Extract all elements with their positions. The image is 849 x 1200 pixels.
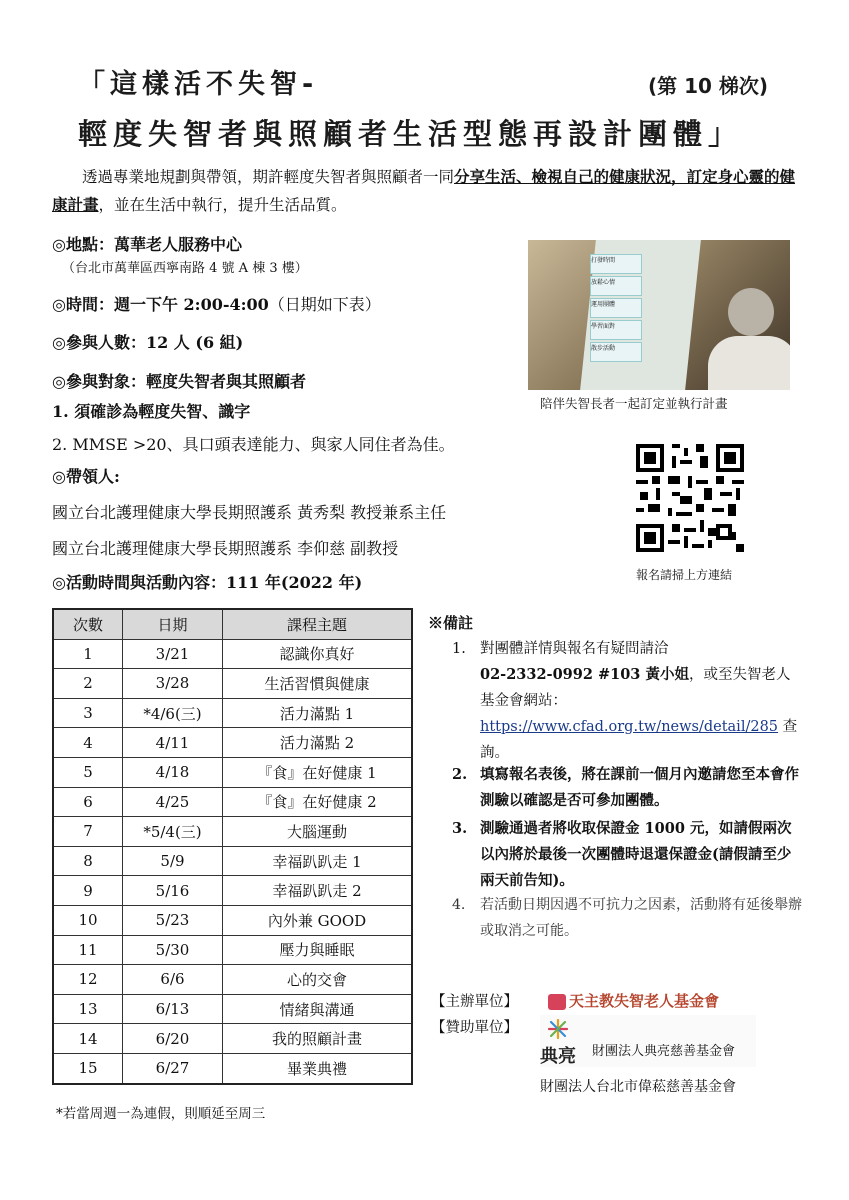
remark-number: 3. [452, 820, 468, 837]
table-row [53, 994, 412, 1024]
date-cell: 6/13 [123, 994, 223, 1024]
topic-cell: 幸福趴趴走 2 [223, 876, 413, 906]
session-cell: 8 [53, 846, 123, 876]
host-org [548, 990, 719, 1011]
session-cell: 3 [53, 698, 123, 728]
remark-number: 1. [452, 641, 466, 657]
date-cell: 4/25 [123, 787, 223, 817]
date-cell: *5/4(三) [123, 817, 223, 847]
qr-code-icon[interactable] [636, 444, 744, 552]
topic-cell: 畢業典禮 [223, 1053, 413, 1083]
title-line-2: 輕度失智者與照顧者生活型態再設計團體」 [78, 117, 744, 151]
sponsor-label: 【贊助單位】 [431, 1020, 518, 1036]
host-name: 天主教失智老人基金會 [569, 992, 720, 1010]
table-row [53, 669, 412, 699]
table-row [53, 905, 412, 935]
header-session: 次數 [53, 609, 123, 639]
table-row [53, 876, 412, 906]
table-row [53, 965, 412, 995]
table-row [53, 935, 412, 965]
date-cell: 6/20 [123, 1024, 223, 1054]
date-cell: 3/28 [123, 669, 223, 699]
time-note: （日期如下表） [268, 295, 381, 314]
sponsor-1: 財團法人典亮慈善基金會 [592, 1044, 736, 1059]
address: （台北市萬華區西寧南路 4 號 A 棟 3 樓） [62, 261, 308, 276]
sponsor-2: 財團法人台北市偉菘慈善基金會 [540, 1079, 736, 1095]
date-cell: 5/30 [123, 935, 223, 965]
session-cell: 5 [53, 757, 123, 787]
session-cell: 11 [53, 935, 123, 965]
session-cell: 1 [53, 639, 123, 669]
remark-1 [452, 636, 802, 766]
remark-number: 4. [452, 897, 466, 913]
topic-cell: 情緒與溝通 [223, 994, 413, 1024]
host-logo-icon [548, 994, 566, 1010]
table-row [53, 846, 412, 876]
time-label: ◎時間：週一下午 2:00-4:00 [52, 295, 269, 314]
intro-highlight: 分享生活、檢視自己的健康狀況，訂定身心靈的健康計畫 [52, 167, 796, 214]
topic-cell: 我的照顧計畫 [223, 1024, 413, 1054]
remark-number: 2. [452, 766, 468, 783]
topic-cell: 活力滿點 2 [223, 728, 413, 758]
intro-text-1: 透過專業地規劃與帶領，期許輕度失智者與照顧者一同 [82, 168, 455, 186]
table-header-row [53, 609, 412, 639]
location: ◎地點：萬華老人服務中心 [52, 235, 242, 254]
date-cell: 3/21 [123, 639, 223, 669]
leader-1: 國立台北護理健康大學長期照護系 黃秀梨 教授兼系主任 [52, 503, 447, 522]
topic-cell: 大腦運動 [223, 817, 413, 847]
table-row [53, 639, 412, 669]
date-cell: 6/27 [123, 1053, 223, 1083]
remark-2 [452, 762, 802, 814]
intro-text-2: ，並在生活中執行，提升生活品質。 [98, 196, 347, 214]
date-cell: *4/6(三) [123, 698, 223, 728]
table-row [53, 757, 412, 787]
session-cell: 12 [53, 965, 123, 995]
table-note: *若當周週一為連假，則順延至周三 [56, 1106, 266, 1122]
topic-cell: 『食』在好健康 2 [223, 787, 413, 817]
photo-card: 學習面對 [590, 320, 642, 340]
header-date: 日期 [123, 609, 223, 639]
table-row [53, 1053, 412, 1083]
topic-cell: 生活習慣與健康 [223, 669, 413, 699]
time [52, 292, 381, 315]
photo-card: 放鬆心情 [590, 276, 642, 296]
remark-1-text: 對團體詳情與報名有疑問請洽 [480, 641, 669, 657]
date-cell: 6/6 [123, 965, 223, 995]
target: ◎參與對象：輕度失智者與其照顧者 [52, 372, 306, 391]
remark-3-text: 測驗通過者將收取保證金 1000 元，如請假兩次以內將於最後一次團體時退還保證金(請假請至少兩天前告知)。 [480, 820, 792, 889]
table-row [53, 817, 412, 847]
remark-2-text: 填寫報名表後，將在課前一個月內邀請您至本會作測驗以確認是否可參加團體。 [480, 766, 799, 809]
remark-4-text: 若活動日期因遇不可抗力之因素，活動將有延後舉辦或取消之可能。 [480, 897, 802, 939]
session-cell: 13 [53, 994, 123, 1024]
photo-card: 運用團體 [590, 298, 642, 318]
session-cell: 6 [53, 787, 123, 817]
remark-1-contact: 02-2332-0992 #103 黃小姐 [480, 666, 689, 683]
date-cell: 4/18 [123, 757, 223, 787]
remark-4 [452, 892, 802, 944]
photo-person [708, 288, 778, 390]
remark-3 [452, 816, 802, 894]
remark-1-text-2: ，或至失智老人基金會網站： [480, 667, 791, 709]
schedule-body [53, 639, 412, 1083]
website-link[interactable]: https://www.cfad.org.tw/news/detail/285 [480, 719, 779, 735]
photo-card: 散步活動 [590, 342, 642, 362]
remark-1-text-3: 查詢。 [480, 719, 798, 761]
schedule-table [52, 608, 413, 1085]
date-cell: 5/23 [123, 905, 223, 935]
qr-caption: 報名請掃上方連結 [636, 568, 733, 582]
photo-elder-writing [528, 240, 790, 390]
intro-paragraph [52, 163, 804, 219]
topic-cell: 幸福趴趴走 1 [223, 846, 413, 876]
table-row [53, 698, 412, 728]
session-cell: 2 [53, 669, 123, 699]
sponsor-sparkle-icon [545, 1018, 571, 1040]
requirement-1: 1. 須確診為輕度失智、識字 [52, 402, 251, 421]
header-topic: 課程主題 [223, 609, 413, 639]
session-cell: 7 [53, 817, 123, 847]
sponsor-logo-text: 典亮 [540, 1046, 576, 1067]
session-cell: 15 [53, 1053, 123, 1083]
host-label: 【主辦單位】 [431, 994, 518, 1010]
photo-card: 打發時間 [590, 254, 642, 274]
leaders-label: ◎帶領人: [52, 467, 120, 486]
date-cell: 4/11 [123, 728, 223, 758]
table-row [53, 1024, 412, 1054]
topic-cell: 內外兼 GOOD [223, 905, 413, 935]
leader-2: 國立台北護理健康大學長期照護系 李仰慈 副教授 [52, 539, 399, 558]
topic-cell: 活力滿點 1 [223, 698, 413, 728]
photo-caption: 陪伴失智長者一起訂定並執行計畫 [540, 396, 728, 411]
table-row [53, 787, 412, 817]
topic-cell: 壓力與睡眠 [223, 935, 413, 965]
remarks-heading: ※備註 [428, 614, 474, 632]
topic-cell: 心的交會 [223, 965, 413, 995]
session-cell: 4 [53, 728, 123, 758]
table-row [53, 728, 412, 758]
topic-cell: 『食』在好健康 1 [223, 757, 413, 787]
session-cell: 10 [53, 905, 123, 935]
requirement-2: 2. MMSE >20、具口頭表達能力、與家人同住者為佳。 [52, 435, 455, 454]
participants: ◎參與人數：12 人 (6 組) [52, 333, 244, 352]
round-label: (第 10 梯次) [648, 74, 769, 98]
schedule-label: ◎活動時間與活動內容：111 年(2022 年) [52, 573, 363, 592]
date-cell: 5/16 [123, 876, 223, 906]
date-cell: 5/9 [123, 846, 223, 876]
title-line-1: 「這樣活不失智- [78, 69, 319, 100]
session-cell: 9 [53, 876, 123, 906]
topic-cell: 認識你真好 [223, 639, 413, 669]
session-cell: 14 [53, 1024, 123, 1054]
